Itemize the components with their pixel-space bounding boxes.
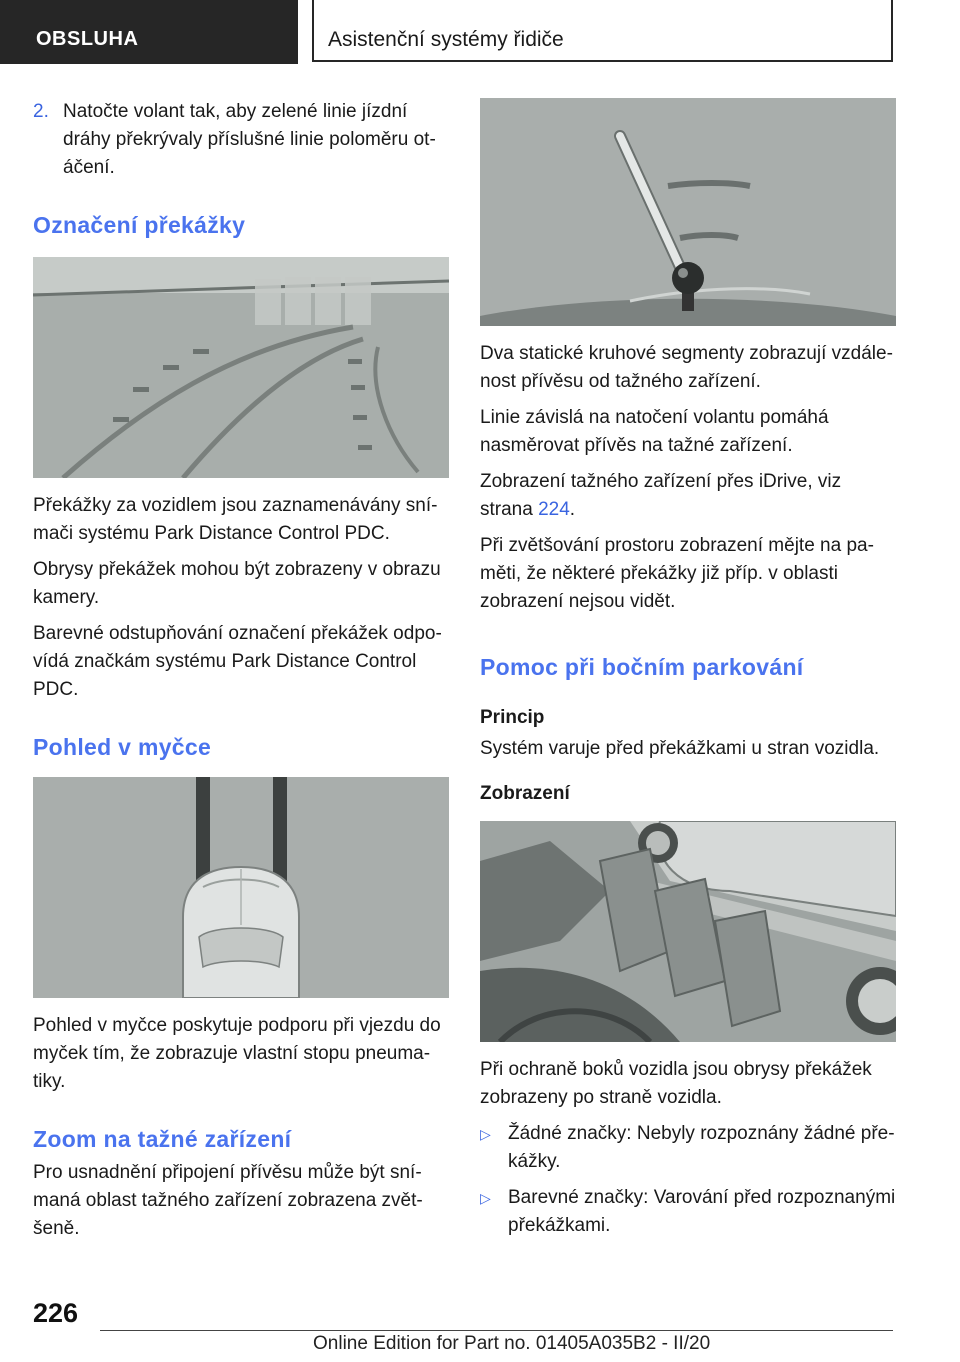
section-title: OBSLUHA: [36, 28, 139, 50]
hitch-paragraph-3: Zobrazení tažného zařízení přes iDrive, viz strana 224.: [480, 471, 842, 520]
hitch-paragraph-4: Při zvětšování prostoru zobrazení mějte na paměti, že některé překážky již příp. v oblasti zobrazení nejsou vidět.: [480, 535, 874, 612]
page-reference-link[interactable]: 224: [538, 499, 570, 520]
wash-paragraph-1: Pohled v myčce poskytuje podporu při vjezdu do myček tím, že zobrazuje vlastní stopu pneumatiky.: [33, 1015, 441, 1092]
heading-hitch-zoom: Zoom na tažné zařízení: [33, 1126, 292, 1152]
left-column: [33, 98, 449, 1243]
side-parking-illustration: [480, 821, 896, 1042]
chapter-box: [312, 0, 893, 62]
car-wash-view-illustration: [33, 777, 449, 998]
obstacle-paragraph-3: Barevné odstupňování označení překážek odpovídá značkám systému Park Distance Control PDC.: [33, 623, 442, 700]
heading-display: Zobrazení: [480, 783, 570, 804]
footer-rule: [100, 1330, 893, 1331]
chapter-title: Asistenční systémy řidiče: [328, 28, 564, 51]
section-tab: [0, 0, 298, 64]
page-header: [0, 0, 960, 66]
triangle-bullet-icon: ▷: [480, 1126, 491, 1142]
obstacle-paragraph-1: Překážky za vozidlem jsou zaznamenávány snímači systému Park Distance Control PDC.: [33, 495, 438, 544]
hitch-zoom-illustration: [480, 98, 896, 326]
zoom-paragraph-1: Pro usnadnění připojení přívěsu může být snímaná oblast tažného zařízení zobrazena zvětšeně.: [33, 1162, 423, 1239]
obstacle-marking-illustration: [33, 257, 449, 478]
bullet-item: ▷ Žádné značky: Nebyly rozpoznány žádné překážky.: [480, 1120, 896, 1176]
display-paragraph: Při ochraně boků vozidla jsou obrysy překážek zobrazeny po straně vozidla.: [480, 1059, 872, 1108]
heading-car-wash-view: Pohled v myčce: [33, 734, 212, 760]
bullet-item: ▷ Barevné značky: Varování před rozpoznanými překážkami.: [480, 1184, 896, 1240]
step-text: Natočte volant tak, aby zelené linie jízdní dráhy překrývaly příslušné linie poloměru otáčení.: [63, 101, 436, 178]
edition-note: Online Edition for Part no. 01405A035B2 - II/20: [313, 1333, 711, 1354]
obstacle-paragraph-2: Obrysy překážek mohou být zobrazeny v obrazu kamery.: [33, 559, 441, 608]
principle-paragraph: Systém varuje před překážkami u stran vozidla.: [480, 738, 880, 759]
step-2: [33, 98, 449, 182]
heading-side-parking: Pomoc při bočním parkování: [480, 654, 804, 680]
triangle-bullet-icon: ▷: [480, 1190, 491, 1206]
hitch-paragraph-1: Dva statické kruhové segmenty zobrazují vzdálenost přívěsu od tažného zařízení.: [480, 343, 893, 392]
heading-principle: Princip: [480, 707, 545, 728]
page-number: 226: [33, 1298, 79, 1328]
hitch-paragraph-2: Linie závislá na natočení volantu pomáhá nasměrovat přívěs na tažné zařízení.: [480, 407, 829, 456]
step-number: 2.: [33, 101, 49, 122]
right-column: [480, 98, 896, 1240]
heading-obstacle-marking: Označení překážky: [33, 212, 246, 238]
